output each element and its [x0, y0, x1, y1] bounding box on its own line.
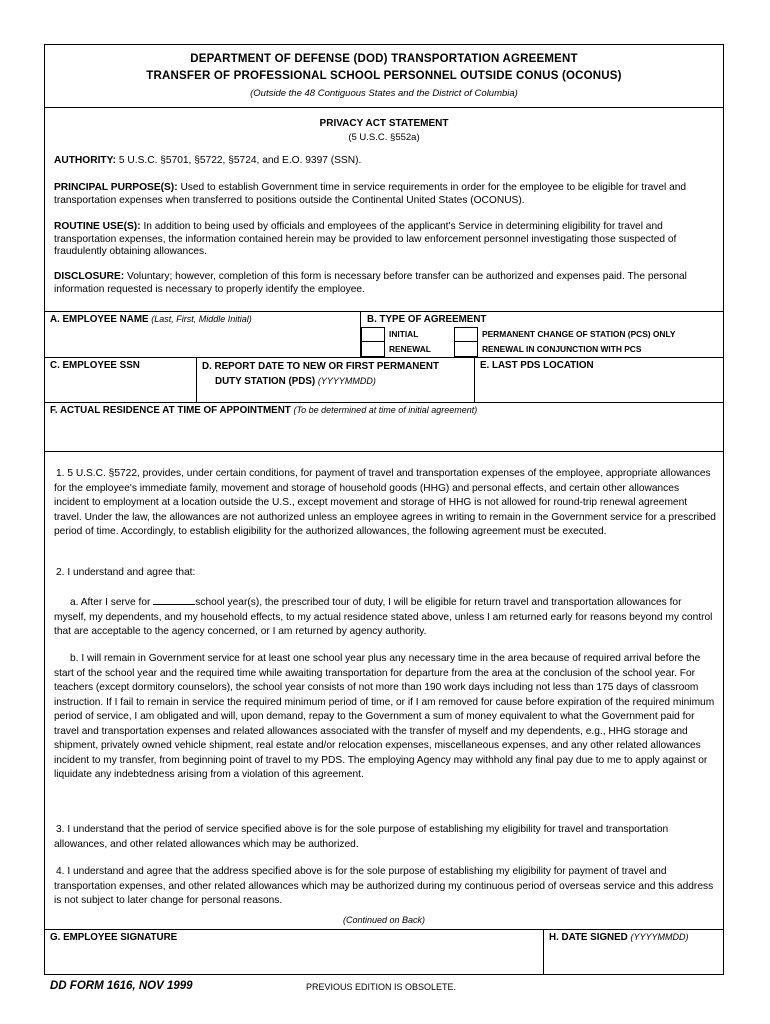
disclosure-label: DISCLOSURE: [54, 271, 125, 282]
purpose-paragraph [54, 182, 716, 207]
agreement-paragraph-1: 1. 5 U.S.C. §5722, provides, under certain conditions, for payment of travel and transportation expenses of the employee, appropriate allowances for the employee's immediate family, movement and storage of household goods (HHG) and personal effects, and certain other allowances incident to employment at a location outside the U.S., except movement and storage of HHG is not allowed for round-trip renewal agreement travel. Under the law, the allowances are not authorized unless an employee agrees in writing to remain in the Government service for a prescribed period of time. Accordingly, to establish eligibility for the authorized allowances, the following agreement must be executed. [54, 468, 716, 537]
privacy-act-citation: (5 U.S.C. §552a) [348, 132, 420, 143]
renewal-pcs-checkbox[interactable] [454, 341, 478, 357]
date-signed-hint: (YYYYMMDD) [630, 932, 689, 942]
continued-on-back: (Continued on Back) [342, 915, 426, 925]
report-date-label: D. REPORT DATE TO NEW OR FIRST PERMANENT [202, 361, 439, 372]
form-title-line1: DEPARTMENT OF DEFENSE (DOD) TRANSPORTATION AGREEMENT [190, 53, 578, 65]
actual-residence-hint: (To be determined at time of initial agreement) [293, 405, 478, 415]
routine-use-text: In addition to being used by officials and employees of the applicant's Service in determining eligibility for travel and transportation expenses, the information contained herein may be provided to law enforcement personnel investigating those suspected of fraudulently obtaining allowances. [54, 221, 677, 258]
agreement-paragraph-2: 2. I understand and agree that: [56, 567, 196, 578]
pcs-only-option-label: PERMANENT CHANGE OF STATION (PCS) ONLY [482, 329, 676, 339]
renewal-checkbox[interactable] [361, 341, 385, 357]
form-number: DD FORM 1616, NOV 1999 [50, 980, 193, 992]
initial-option-label: INITIAL [389, 329, 419, 339]
actual-residence-label: F. ACTUAL RESIDENCE AT TIME OF APPOINTMENT [50, 405, 291, 416]
routine-use-paragraph [54, 221, 716, 259]
initial-checkbox[interactable] [361, 327, 385, 342]
authority-paragraph [54, 155, 716, 168]
privacy-act-heading: PRIVACY ACT STATEMENT [319, 118, 449, 129]
disclosure-text: Voluntary; however, completion of this form is necessary before transfer can be authorized and expenses paid. The personal information requested is necessary to properly identify the employee. [54, 271, 687, 295]
agreement-paragraph-2b: b. I will remain in Government service for at least one school year plus any necessary time in the area because of required arrival before the start of the school year and the required time while awaiting transportation for departure from the area at the conclusion of the school year. For teachers (except dormitory counselors), the school year consists of not more than 190 work days including not less than 175 days of classroom instruction. If I fail to remain in service the required minimum period of time, or if I am removed for cause before expiration of the required minimum period of service, I am obligated and will, upon demand, repay to the Government a sum of money equivalent to what the Government paid for travel and transportation expenses and related allowances associated with the transfer of myself and my dependents, e.g., HHG storage and shipment, privately owned vehicle shipment, real estate and/or relocation expenses, miscellaneous expenses, and any other related allowances incident to my transfer, from beginning point of travel to my PDS. The employing Agency may withhold any final pay due to me to apply against or liquidate any indebtedness arising from a violation of this agreement. [54, 653, 715, 780]
agreement-paragraph-3: 3. I understand that the period of service specified above is for the sole purpose of establishing my eligibility for travel and transportation allowances, and other related allowances which may be authorized. [54, 824, 669, 850]
employee-name-hint: (Last, First, Middle Initial) [151, 314, 252, 324]
authority-label: AUTHORITY: [54, 155, 117, 166]
last-pds-location-label: E. LAST PDS LOCATION [480, 360, 594, 371]
school-years-blank[interactable] [153, 594, 195, 605]
routine-use-label: ROUTINE USE(S): [54, 221, 141, 232]
renewal-option-label: RENEWAL [389, 344, 431, 354]
authority-text: 5 U.S.C. §5701, §5722, §5724, and E.O. 9397 (SSN). [118, 155, 362, 166]
initial-option [389, 329, 449, 340]
purpose-label: PRINCIPAL PURPOSE(S): [54, 182, 178, 193]
last-pds-location-field[interactable] [475, 357, 723, 402]
employee-signature-label: G. EMPLOYEE SIGNATURE [50, 932, 178, 943]
form-title-line2: TRANSFER OF PROFESSIONAL SCHOOL PERSONNEL OUTSIDE CONUS (OCONUS) [146, 70, 622, 82]
pcs-only-option [482, 329, 722, 340]
agreement-paragraph-4: 4. I understand and agree that the address specified above is for the sole purpose of establishing my eligibility for payment of travel and transportation expenses, and other related allowances which may be authorized during my continuous period of overseas service and this address is not subject to later change for personal reasons. [54, 866, 714, 906]
agreement-type-header [361, 311, 723, 327]
purpose-text: Used to establish Government time in service requirements in order for the employee to be eligible for travel and transportation expenses when transferred to positions outside the Continental United States (OCONUS). [54, 182, 687, 206]
actual-residence-field[interactable] [45, 402, 723, 451]
date-signed-label: H. DATE SIGNED [549, 932, 628, 943]
report-date-label-2: DUTY STATION (PDS) [215, 376, 316, 387]
pcs-only-checkbox[interactable] [454, 327, 478, 342]
renewal-pcs-option-label: RENEWAL IN CONJUNCTION WITH PCS [482, 344, 642, 354]
form-subtitle: (Outside the 48 Contiguous States and the District of Columbia) [250, 88, 518, 99]
renewal-option [389, 344, 449, 355]
agreement-type-label: B. TYPE OF AGREEMENT [367, 314, 487, 325]
employee-ssn-field[interactable] [45, 357, 197, 402]
agreement-paragraph-2a [54, 594, 716, 640]
employee-name-label: A. EMPLOYEE NAME [50, 314, 149, 325]
transportation-agreement-form [44, 44, 724, 975]
employee-signature-field[interactable] [45, 929, 544, 974]
paragraph-2a-start: a. After I serve for [70, 597, 151, 608]
employee-name-field[interactable] [45, 311, 361, 357]
divider [45, 451, 723, 452]
report-date-field[interactable] [197, 357, 475, 402]
employee-ssn-label: C. EMPLOYEE SSN [50, 360, 140, 371]
divider [45, 107, 723, 108]
disclosure-paragraph [54, 271, 716, 296]
report-date-hint: (YYYYMMDD) [317, 376, 376, 386]
paragraph-2a-rest: school year(s), the prescribed tour of duty, I will be eligible for return travel and transportation allowances for myself, my dependents, and my household effects, to my actual residence stated above, unless I am returned early for reasons beyond my control that are acceptable to the agency concerned, or I am returned by agency authority. [54, 597, 713, 637]
previous-edition-note: PREVIOUS EDITION IS OBSOLETE. [306, 982, 457, 992]
renewal-pcs-option [482, 344, 722, 355]
date-signed-field[interactable] [544, 929, 723, 974]
